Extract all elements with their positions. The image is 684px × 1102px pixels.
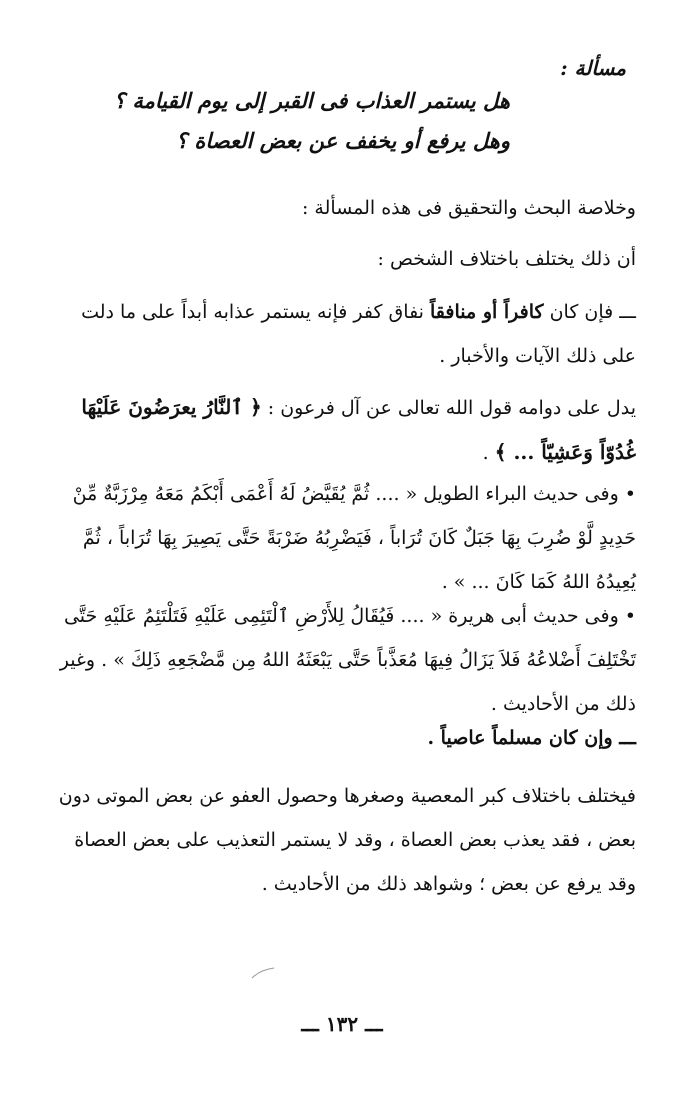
evidence-end: . <box>482 442 495 464</box>
question-heading-1: هل يستمر العذاب فى القبر إلى يوم القيامة ؟ <box>113 88 510 113</box>
hadith-abu-hurayra-paragraph: • وفى حديث أبى هريرة « .... فَيُقَالُ لِلأَرْضِ ٱلْتَئِمِى عَلَيْهِ فَتَلْتَئِمُ عَلَيْهِ حَتَّى تَخْتَلِفَ أَضْلاعُهُ فَلاَ يَزَالُ فِيهَا مُعَذَّباً حَتَّى يَبْعَثَهُ اللهُ مِن مَّضْجَعِهِ ذَلِكَ » . وغير ذلك من الأحاديث . <box>59 605 636 715</box>
quran-verse: ﴿ ٱلنَّارُ يعرَضُونَ عَلَيْهَا غُدُوّاً وَعَشِيّاً ... ﴾ <box>81 395 636 464</box>
stray-pen-mark <box>250 966 276 980</box>
case-disbeliever-paragraph <box>46 290 636 378</box>
summary-intro: وخلاصة البحث والتحقيق فى هذه المسألة : <box>301 197 636 219</box>
issue-label: مسألة : <box>560 56 626 80</box>
page-number: ـــ ١٣٢ ـــ <box>301 1012 383 1036</box>
conclusion-paragraph: فيختلف باختلاف كبر المعصية وصغرها وحصول العفو عن بعض الموتى دون بعض ، فقد يعذب بعض العصاة ، وقد لا يستمر التعذيب على بعض العصاة وقد يرفع عن بعض ؛ وشواهد ذلك من الأحاديث . <box>58 785 636 895</box>
summary-line: أن ذلك يختلف باختلاف الشخص : <box>377 248 636 270</box>
case1-lead: ـــ فإن كان <box>543 301 636 323</box>
case1-rest: نفاق كفر فإنه يستمر عذابه أبداً على ما دلت على ذلك الآيات والأخبار . <box>81 301 636 367</box>
case-sinful-muslim-heading: ـــ وإن كان مسلماً عاصياً . <box>427 727 636 749</box>
question-heading-2: وهل يرفع أو يخفف عن بعض العصاة ؟ <box>175 128 510 153</box>
evidence-lead: يدل على دوامه قول الله تعالى عن آل فرعون : <box>261 397 636 419</box>
hadith-al-baraa-paragraph: • وفى حديث البراء الطويل « .... ثُمَّ يُقَيَّضُ لَهُ أَعْمَى أَبْكَمُ مَعَهُ مِرْزَبَّةٌ مِّنْ حَدِيدٍ لَّوْ ضُرِبَ بِهَا جَبَلٌ كَانَ تُرَاباً ، فَيَضْرِبُهُ ضَرْبَةً حَتَّى يَصِيرَ بِهَا تُرَاباً ، ثُمَّ يُعِيدُهُ اللهُ كَمَا كَانَ ... » . <box>72 483 636 593</box>
case1-bold: كافراً أو منافقاً <box>430 301 544 323</box>
quran-evidence-paragraph <box>46 385 636 475</box>
